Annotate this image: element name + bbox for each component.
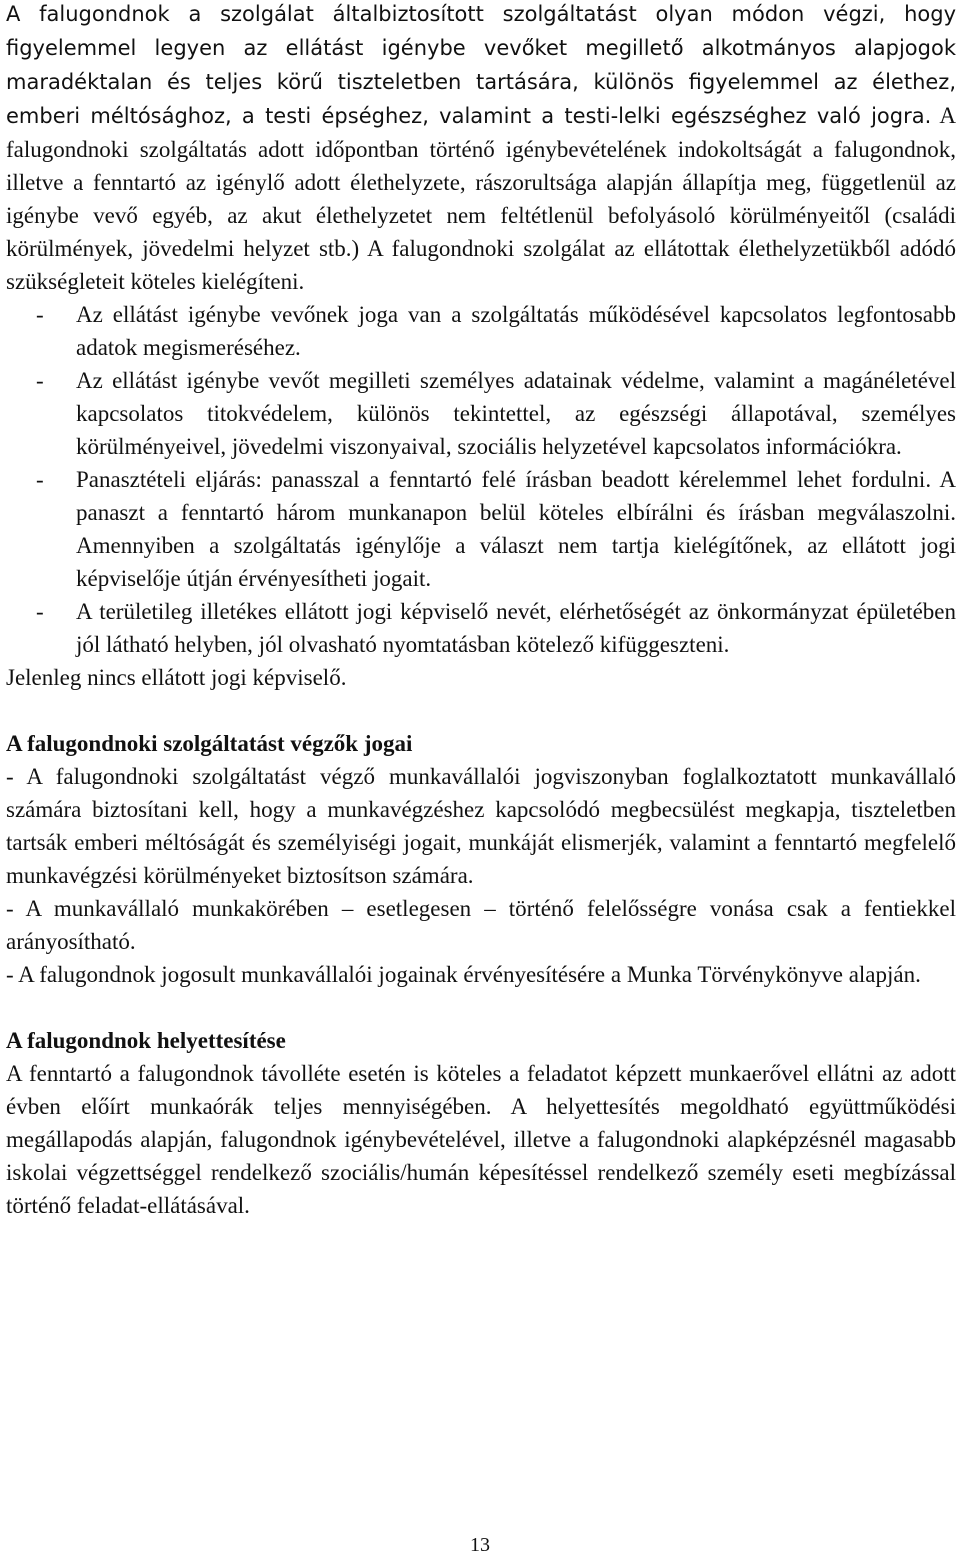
bullet-dash: -	[36, 368, 44, 393]
list-item-text: Panasztételi eljárás: panasszal a fenntartó felé írásban beadott kérelemmel lehet fordulni. A panaszt a fenntartó három munkanapon belül köteles elbírálni és írásban megválaszolni. Amennyiben a szolgáltatás igénylője a választ nem tartja kielégítőnek, az ellátott jogi képviselője útján érvényesítheti jogait.	[76, 467, 956, 591]
rights-item: - A falugondnok jogosult munkavállalói jogainak érvényesítésére a Munka Törvénykönyve alapján.	[6, 962, 921, 987]
bullet-dash: -	[36, 302, 44, 327]
list-item	[6, 463, 956, 595]
intro-lead-text: A falugondnok a szolgálat általbiztosított szolgáltatást olyan módon végzi, hogy figyelemmel legyen az ellátást igénybe vevőket megillető alkotmányos alapjogok maradéktalan és teljes körű tiszteletben tartására, különös figyelemmel az élethez, emberi méltósághoz, a testi épséghez, valamint a testi-lelki egészséghez való jogra.	[6, 2, 956, 128]
list-item	[6, 364, 956, 463]
page-number: 13	[470, 1534, 490, 1556]
intro-rest-text: A falugondnoki szolgáltatás adott időpontban történő igénybevételének indokoltságát a falugondnok, illetve a fenntartó az igénylő adott élethelyzete, rászorultsága alapján állapítja meg, függetlenül az igénybe vevő egyéb, az akut élethelyzetet nem feltétlenül befolyásoló körülményeitől (családi körülmények, jövedelmi helyzet stb.) A falugondnoki szolgálat az ellátottak élethelyzetükből adódó szükségleteit köteles kielégíteni.	[6, 103, 957, 294]
current-status-text: Jelenleg nincs ellátott jogi képviselő.	[6, 665, 347, 690]
rights-item: - A falugondnoki szolgáltatást végző munkavállalói jogviszonyban foglalkoztatott munkavállaló számára biztosítani kell, hogy a munkavégzéshez kapcsolódó megbecsülést megkapja, tiszteletben tartsák emberi méltóságát és személyiségi jogait, munkáját elismerjék, valamint a fenntartó megfelelő munkavégzési körülményeket biztosítson számára.	[6, 764, 956, 888]
list-item-text: Az ellátást igénybe vevőt megilleti személyes adatainak védelme, valamint a magánéletével kapcsolatos titokvédelem, különös tekintettel, az egészségi állapotával, személyes körülményeivel, jövedelmi viszonyaival, szociális helyzetével kapcsolatos információkra.	[76, 368, 956, 459]
bullet-dash: -	[36, 467, 44, 492]
substitution-section-heading: A falugondnok helyettesítése	[6, 1028, 286, 1053]
rights-section-heading: A falugondnoki szolgáltatást végzők jogai	[6, 731, 413, 756]
bullet-dash: -	[36, 599, 44, 624]
rights-item: - A munkavállaló munkakörében – esetlegesen – történő felelősségre vonása csak a fentiekkel arányosítható.	[6, 896, 956, 954]
list-item	[6, 595, 956, 661]
substitution-text: A fenntartó a falugondnok távolléte esetén is köteles a feladatot képzett munkaerővel ellátni az adott évben előírt munkaórák teljes mennyiségében. A helyettesítés megoldható együttműködési megállapodás alapján, falugondnok igénybevételével, illetve a falugondnoki alapképzésnél magasabb iskolai végzettséggel rendelkező szociális/humán képesítéssel rendelkező személy eseti megbízással történő feladat-ellátásával.	[6, 1061, 956, 1218]
intro-paragraph	[6, 0, 956, 298]
section-spacer	[6, 694, 956, 727]
list-item	[6, 298, 956, 364]
list-item-text: A területileg illetékes ellátott jogi képviselő nevét, elérhetőségét az önkormányzat épületében jól látható helyben, jól olvasható nyomtatásban kötelező kifüggeszteni.	[76, 599, 956, 657]
list-item-text: Az ellátást igénybe vevőnek joga van a szolgáltatás működésével kapcsolatos legfontosabb adatok megismeréséhez.	[76, 302, 956, 360]
section-spacer	[6, 991, 956, 1024]
